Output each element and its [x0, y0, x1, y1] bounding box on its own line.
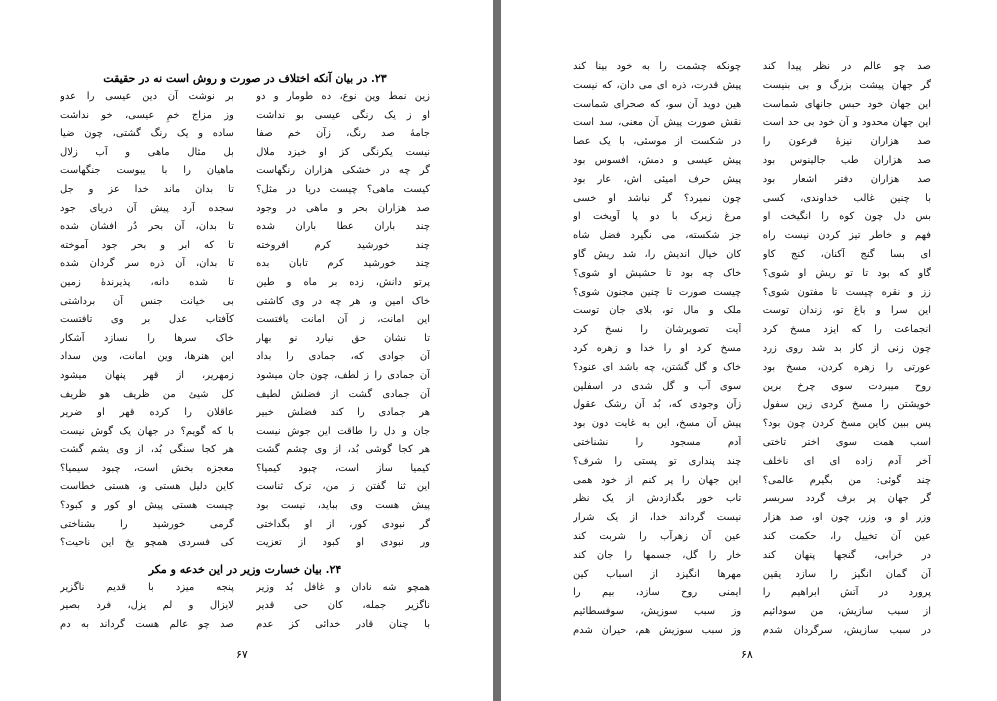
first-hemistich: ور نبودی او کبود از تعزیت: [256, 537, 430, 549]
second-hemistich: صد چو عالم هست گرداند به دم: [60, 619, 234, 631]
first-hemistich: در خرابی، گنجها پنهان کند: [762, 549, 931, 561]
section-heading: ۲۴. بیان خسارت وزیر در این خدعه و مکر: [148, 562, 342, 576]
right-page: [501, 0, 997, 701]
couplet: [60, 460, 430, 479]
first-hemistich: چون زنی از کار بد شد روی زرد: [762, 342, 931, 354]
couplet: [60, 534, 430, 553]
second-hemistich: زآن وجودی که، بُد آن رشک عقول: [573, 399, 742, 411]
second-hemistich: وز سبب سوزیش، سوفسطائیم: [573, 606, 742, 618]
second-hemistich: لایزال و لم یزل، فرد بصیر: [60, 600, 234, 612]
second-hemistich: بی خیانت جنس آن برداشتی: [60, 295, 234, 307]
first-hemistich: نیست یکرنگی کز او خیزد ملال: [256, 146, 430, 158]
first-hemistich: پس ببین کاین مسخ کردن چون بود؟: [762, 418, 931, 430]
couplet: [573, 603, 931, 622]
poem-section: [573, 58, 931, 641]
second-hemistich: آیت تصویرشان را نسخ کرد: [573, 324, 742, 336]
second-hemistich: ماهیان را با یبوست جنگهاست: [60, 165, 234, 177]
first-hemistich: ناگزیر جمله، کان حی قدیر: [256, 600, 430, 612]
couplet: [573, 415, 931, 434]
second-hemistich: گرمی خورشید را بشناختی: [60, 518, 234, 530]
couplet: [573, 96, 931, 115]
couplet: [60, 181, 430, 200]
first-hemistich: جان و دل را طاقت این جوش نیست: [256, 425, 430, 437]
couplet: [60, 616, 430, 635]
second-hemistich: چیست هستی پیش او کور و کبود؟: [60, 500, 234, 512]
first-hemistich: آن جمادی را ز لطف، چون جان میشود: [256, 369, 430, 381]
second-hemistich: پیش حرف امیئی اش، عار بود: [573, 173, 742, 185]
second-hemistich: پیش قدرت، ذره ای می دان، که نیست: [573, 79, 742, 91]
first-hemistich: بس دل چون کوه را انگیخت او: [762, 211, 931, 223]
first-hemistich: گر جهان پیشت بزرگ و بی بنیست: [762, 79, 931, 91]
first-hemistich: هر کجا گوشی بُد، از وی چشم گشت: [256, 444, 430, 456]
couplet: [60, 125, 430, 144]
second-hemistich: پیش عیسی و دمش، افسوس بود: [573, 154, 742, 166]
first-hemistich: کیست ماهی؟ چیست دریا در مثل؟: [256, 183, 430, 195]
couplet: [573, 340, 931, 359]
second-hemistich: تا که ابر و بحر جود آموخته: [60, 239, 234, 251]
couplet: [573, 77, 931, 96]
second-hemistich: تا شده دانه، پذیرندهٔ زمین: [60, 276, 234, 288]
first-hemistich: با چنین غالب خداوندی، کسی: [762, 192, 931, 204]
couplet: [60, 516, 430, 535]
couplet: [60, 293, 430, 312]
couplet: [60, 237, 430, 256]
first-hemistich: اسب همت سوی اختر تاختی: [762, 436, 931, 448]
second-hemistich: عاقلان را کرده قهر او ضریر: [60, 407, 234, 419]
couplet: [573, 453, 931, 472]
couplet: [573, 208, 931, 227]
second-hemistich: کان خیال اندیش را، شد ریش گاو: [573, 248, 742, 260]
couplet: [573, 509, 931, 528]
page-number: ۶۸: [741, 648, 753, 661]
couplet: [60, 441, 430, 460]
first-hemistich: در سبب سازیش، سرگردان شدم: [762, 624, 931, 636]
second-hemistich: عین آن زهرآب را شربت کند: [573, 530, 742, 542]
first-hemistich: وزر او و، وزر، چون او، صد هزار: [762, 512, 931, 524]
first-hemistich: گر نبودی کور، از او بگداختی: [256, 518, 430, 530]
first-hemistich: پیش هست وی بباید، نیست بود: [256, 500, 430, 512]
first-hemistich: از سبب سازیش، من سودائیم: [762, 606, 931, 618]
couplet: [60, 88, 430, 107]
couplet: [60, 311, 430, 330]
second-hemistich: مرغ زیرک با دو پا آویخت او: [573, 211, 742, 223]
couplet: [60, 144, 430, 163]
couplet: [573, 302, 931, 321]
second-hemistich: ساده و یک رنگ گشتی، چون ضیا: [60, 128, 234, 140]
second-hemistich: تا بدان ماند خدا عز و جل: [60, 183, 234, 195]
couplet: [60, 497, 430, 516]
first-hemistich: آن جمادی گشت از فضلش لطیف: [256, 388, 430, 400]
couplet: [60, 367, 430, 386]
couplet: [573, 359, 931, 378]
second-hemistich: آدم مسجود را نشناختی: [573, 436, 742, 448]
couplet: [60, 579, 430, 598]
first-hemistich: پرتو دانش، زده بر ماه و طین: [256, 276, 430, 288]
first-hemistich: با چنان قادر خدائی کز عدم: [256, 619, 430, 631]
couplet: [573, 265, 931, 284]
first-hemistich: روح میبردت سوی چرخ برین: [762, 380, 931, 392]
couplet: [573, 547, 931, 566]
first-hemistich: پرورد در آتش ابراهیم را: [762, 587, 931, 599]
first-hemistich: صد هزاران بحر و ماهی در وجود: [256, 202, 430, 214]
first-hemistich: این جهان خود حبس جانهای شماست: [762, 98, 931, 110]
second-hemistich: کاین دلیل هستی و، هستی خطاست: [60, 481, 234, 493]
second-hemistich: تاب خور بگدازدش از یک نظر: [573, 493, 742, 505]
poem-section: [60, 579, 430, 635]
section-heading: ۲۳. در بیان آنکه اختلاف در صورت و روش است نه در حقیقت: [103, 72, 387, 85]
first-hemistich: صد هزاران دفتر اشعار بود: [762, 173, 931, 185]
second-hemistich: در شکست از موسئی، با یک عصا: [573, 136, 742, 148]
second-hemistich: این هنرها، وین امانت، وین سداد: [60, 351, 234, 363]
first-hemistich: زین نمط وین نوع، ده طومار و دو: [256, 91, 430, 102]
first-hemistich: آن گمان انگیز را سازد یقین: [762, 568, 931, 580]
couplet: [573, 284, 931, 303]
second-hemistich: هر کجا سنگی بُد، از وی یشم گشت: [60, 444, 234, 456]
first-hemistich: انجماعت را که ایزد مسخ کرد: [762, 324, 931, 336]
page-number: ۶۷: [236, 648, 248, 661]
couplet: [573, 378, 931, 397]
second-hemistich: سوی آب و گل شدی در اسفلین: [573, 380, 742, 392]
couplet: [60, 330, 430, 349]
couplet: [60, 423, 430, 442]
couplet: [573, 490, 931, 509]
couplet: [573, 396, 931, 415]
second-hemistich: هین دوید آن سو، که صحرای شماست: [573, 98, 742, 110]
couplet: [573, 434, 931, 453]
first-hemistich: این سرا و باغ تو، زندان توست: [762, 305, 931, 317]
second-hemistich: چند پنداری تو پستی را شرف؟: [573, 455, 742, 467]
couplet: [573, 566, 931, 585]
first-hemistich: چند خورشید کرم افروخته: [256, 239, 430, 251]
second-hemistich: بر نوشت آن دین عیسی را عدو: [60, 91, 234, 102]
second-hemistich: خار را گل، جسمها را جان کند: [573, 549, 742, 561]
first-hemistich: عورتی را زهره کردن، مسخ بود: [762, 361, 931, 373]
first-hemistich: جامهٔ صد رنگ، زآن خم صفا: [256, 128, 430, 140]
second-hemistich: تا بدان، آن ذره سر گردان شده: [60, 258, 234, 270]
first-hemistich: کیمیا ساز است، چبود کیمیا؟: [256, 462, 430, 474]
second-hemistich: مسخ کرد او را خدا و زهره کرد: [573, 342, 742, 354]
first-hemistich: صد هزاران نیزهٔ فرعون را: [762, 136, 931, 148]
second-hemistich: معجزه بخش است، چبود سیمیا؟: [60, 462, 234, 474]
first-hemistich: چند باران عطا باران شده: [256, 221, 430, 233]
couplet: [60, 274, 430, 293]
couplet: [60, 478, 430, 497]
second-hemistich: تا بدان، آن بحر دُر افشان شده: [60, 221, 234, 233]
second-hemistich: مهرها انگیزد از اسباب کین: [573, 568, 742, 580]
second-hemistich: ملک و مال تو، بلای جان توست: [573, 305, 742, 317]
couplet: [60, 218, 430, 237]
first-hemistich: چند گوئی: من بگیرم عالمی؟: [762, 474, 931, 486]
second-hemistich: چیست صورت تا چنین مجنون شوی؟: [573, 286, 742, 298]
first-hemistich: آن جوادی که، جمادی را بداد: [256, 351, 430, 363]
second-hemistich: با که گویم؟ در جهان یک گوش نیست: [60, 425, 234, 437]
couplet: [60, 162, 430, 181]
second-hemistich: سجده آرد پیش آن دریای جود: [60, 202, 234, 214]
first-hemistich: او ز یک رنگی عیسی بو نداشت: [256, 109, 430, 121]
first-hemistich: گر جهان پر برف گردد سربسر: [762, 493, 931, 505]
second-hemistich: کل شیئ من ظریف هو ظریف: [60, 388, 234, 400]
first-hemistich: چند خورشید کرم تابان بده: [256, 258, 430, 270]
second-hemistich: وز مزاج خمِ عیسی، خو نداشت: [60, 109, 234, 121]
second-hemistich: پیش آن مسخ، این به غایت دون بود: [573, 418, 742, 430]
first-hemistich: هر جمادی را کند فضلش خبیر: [256, 407, 430, 419]
couplet: [573, 584, 931, 603]
couplet: [60, 348, 430, 367]
first-hemistich: گر چه در خشکی هزاران رنگهاست: [256, 165, 430, 177]
poem-section: [60, 88, 430, 553]
couplet: [573, 114, 931, 133]
second-hemistich: این جهان را پر کنم از خود همی: [573, 474, 742, 486]
couplet: [573, 622, 931, 641]
first-hemistich: این امانت، ز آن امانت یافتست: [256, 314, 430, 326]
first-hemistich: ای بسا گنج آکنان، کنج کاو: [762, 248, 931, 260]
couplet: [60, 107, 430, 126]
second-hemistich: ایمنی روح سازد، بیم را: [573, 587, 742, 599]
second-hemistich: زمهریر، از قهر پنهان میشود: [60, 369, 234, 381]
left-page: [0, 0, 493, 701]
couplet: [573, 152, 931, 171]
second-hemistich: جز شکسته، می نگیرد فضل شاه: [573, 230, 742, 242]
second-hemistich: چونکه چشمت را به خود بینا کند: [573, 61, 742, 72]
left-page-content: [60, 70, 430, 635]
first-hemistich: صد هزاران طب جالینوس بود: [762, 154, 931, 166]
first-hemistich: گاو که بود تا تو ریش او شوی؟: [762, 267, 931, 279]
couplet: [573, 472, 931, 491]
couplet: [573, 171, 931, 190]
first-hemistich: همچو شه نادان و غافل بُد وزیر: [256, 581, 430, 593]
second-hemistich: نیست گرداند خدا، از یک شرار: [573, 512, 742, 524]
couplet: [573, 190, 931, 209]
couplet: [573, 227, 931, 246]
first-hemistich: خویشتن را مسخ کردی زین سفول: [762, 399, 931, 411]
first-hemistich: تا نشان حق نیارد نو بهار: [256, 332, 430, 344]
second-hemistich: چون نمیرد؟ گر نباشد او خسی: [573, 192, 742, 204]
first-hemistich: خاک امین و، هر چه در وی کاشتی: [256, 295, 430, 307]
couplet: [60, 255, 430, 274]
second-hemistich: خاک سرها را نسازد آشکار: [60, 332, 234, 344]
couplet: [60, 386, 430, 405]
couplet: [60, 200, 430, 219]
couplet: [573, 321, 931, 340]
couplet: [573, 133, 931, 152]
first-hemistich: عین آن تخییل را، حکمت کند: [762, 530, 931, 542]
second-hemistich: نقش صورت پیش آن معنی، سد است: [573, 117, 742, 129]
second-hemistich: کی فسردی همچو یخ این ناحیت؟: [60, 537, 234, 549]
first-hemistich: صد چو عالم در نظر پیدا کند: [762, 61, 931, 72]
second-hemistich: بل مثال ماهی و آب زلال: [60, 146, 234, 158]
first-hemistich: فهم و خاطر تیز کردن نیست راه: [762, 230, 931, 242]
first-hemistich: این ثنا گفتن ز من، ترک ثناست: [256, 481, 430, 493]
couplet: [573, 528, 931, 547]
first-hemistich: آخر آدم زاده ای ای ناخلف: [762, 455, 931, 467]
couplet: [60, 597, 430, 616]
second-hemistich: خاک چه بود تا حشیش او شوی؟: [573, 267, 742, 279]
second-hemistich: پنجه میزد با قدیم ناگزیر: [60, 581, 234, 593]
first-hemistich: زز و نقره چیست تا مفتون شوی؟: [762, 286, 931, 298]
couplet: [60, 404, 430, 423]
second-hemistich: کآفتاب عدل بر وی تافتست: [60, 314, 234, 326]
second-hemistich: وز سبب سوزیش هم، حیران شدم: [573, 624, 742, 636]
couplet: [573, 246, 931, 265]
first-hemistich: این جهان محدود و آن خود بی حد است: [762, 117, 931, 129]
right-page-content: [573, 58, 931, 641]
couplet: [573, 58, 931, 77]
second-hemistich: خاک و گل گشتن، چه باشد ای عنود؟: [573, 361, 742, 373]
